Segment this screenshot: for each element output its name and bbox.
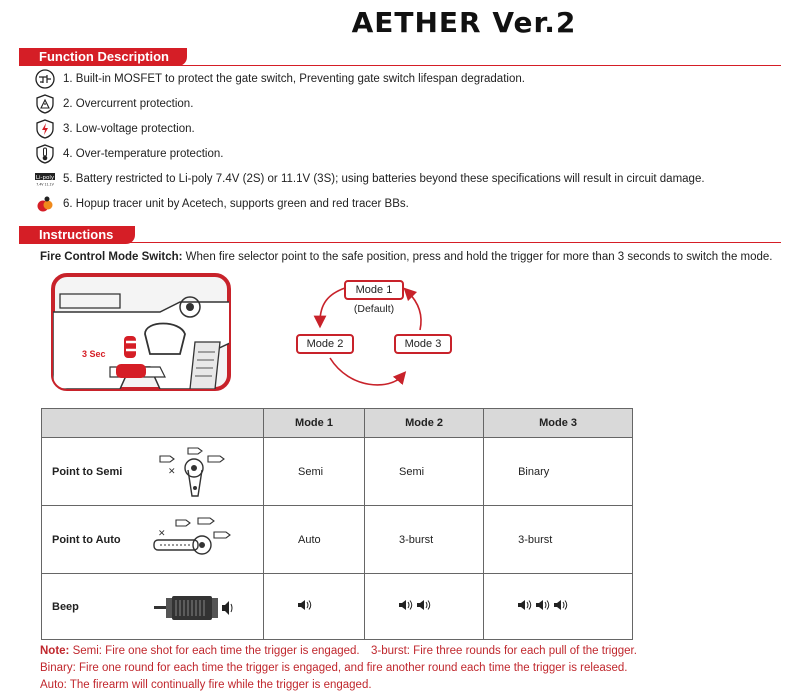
table-cell: Auto xyxy=(264,506,365,574)
feature-text: 3. Low-voltage protection. xyxy=(63,123,195,135)
mode-2-label: Mode 2 xyxy=(306,338,344,350)
table-row xyxy=(42,506,633,574)
feature-item xyxy=(33,192,409,216)
beep-cell-mode-2 xyxy=(365,574,484,640)
row-label: Point to Auto xyxy=(52,533,121,546)
speaker-beep-icon xyxy=(399,599,414,614)
table-row xyxy=(42,574,633,640)
speaker-beep-icon xyxy=(518,599,533,614)
feature-text: 4. Over-temperature protection. xyxy=(63,148,224,160)
low-voltage-icon xyxy=(33,118,57,140)
table-row xyxy=(42,438,633,506)
mode-3-box xyxy=(394,334,452,354)
mode-table xyxy=(41,408,633,640)
row-label-cell xyxy=(42,438,264,506)
fcms-label: Fire Control Mode Switch: xyxy=(40,251,183,263)
mode-2-box xyxy=(296,334,354,354)
hold-duration-label: 3 Sec xyxy=(82,349,106,359)
feature-text: 6. Hopup tracer unit by Acetech, supports green and red tracer BBs. xyxy=(63,198,409,210)
table-header-empty xyxy=(42,409,264,438)
note-semi-line xyxy=(40,645,360,657)
function-description-heading xyxy=(19,48,187,66)
mode-1-label: Mode 1 xyxy=(355,284,393,296)
mode-1-box xyxy=(344,280,404,300)
feature-item xyxy=(33,92,193,116)
svg-text:✕: ✕ xyxy=(158,529,166,539)
feature-item xyxy=(33,167,705,191)
trigger-illustration xyxy=(50,272,232,392)
fire-control-mode-text xyxy=(40,251,773,263)
feature-item xyxy=(33,142,223,166)
table-cell: 3-burst xyxy=(365,506,484,574)
feature-text: 2. Overcurrent protection. xyxy=(63,98,194,110)
instructions-divider xyxy=(19,242,781,243)
beep-cell-mode-1 xyxy=(264,574,365,640)
default-label: (Default) xyxy=(353,303,395,315)
motor-icon xyxy=(154,594,234,625)
speaker-beep-icon xyxy=(417,599,432,614)
row-label: Point to Semi xyxy=(52,465,123,478)
feature-text: 1. Built-in MOSFET to protect the gate switch, Preventing gate switch lifespan degradation. xyxy=(63,73,525,85)
note-auto: Auto: The firearm will continually fire while the trigger is engaged. xyxy=(40,679,372,691)
svg-text:7.4V 11.1V: 7.4V 11.1V xyxy=(36,182,54,187)
table-cell: Semi xyxy=(264,438,365,506)
mode-3-label: Mode 3 xyxy=(404,338,442,350)
note-semi: Semi: Fire one shot for each time the trigger is engaged. xyxy=(69,645,360,657)
svg-text:✕: ✕ xyxy=(168,467,176,477)
svg-text:Li-poly: Li-poly xyxy=(35,175,55,181)
row-label: Beep xyxy=(52,600,79,613)
function-description-heading-text: Function Description xyxy=(39,49,169,64)
note-binary: Binary: Fire one round for each time the trigger is engaged, and fire another round each time the trigger is released. xyxy=(40,662,628,674)
speaker-beep-icon xyxy=(298,599,313,614)
feature-text: 5. Battery restricted to Li-poly 7.4V (2S) or 11.1V (3S); using batteries beyond these specifications will result in circuit damage. xyxy=(63,173,705,185)
page-title: AETHER Ver.2 xyxy=(351,6,577,39)
table-header-mode-2: Mode 2 xyxy=(365,409,484,438)
note-burst: 3-burst: Fire three rounds for each pull of the trigger. xyxy=(371,645,637,657)
tracer-bb-icon xyxy=(33,193,57,215)
note-label: Note: xyxy=(40,645,70,657)
feature-item xyxy=(33,117,195,141)
feature-item xyxy=(33,67,525,91)
overcurrent-icon xyxy=(33,93,57,115)
row-label-cell xyxy=(42,574,264,640)
beep-cell-mode-3 xyxy=(484,574,633,640)
table-cell: Semi xyxy=(365,438,484,506)
instructions-heading-text: Instructions xyxy=(39,227,114,242)
selector-semi-icon xyxy=(154,444,234,503)
thermometer-icon xyxy=(33,143,57,165)
selector-auto-icon xyxy=(148,516,238,569)
table-header-mode-3: Mode 3 xyxy=(484,409,633,438)
table-cell: 3-burst xyxy=(484,506,633,574)
table-cell: Binary xyxy=(484,438,633,506)
lipoly-battery-icon xyxy=(33,168,57,190)
row-label-cell xyxy=(42,506,264,574)
table-header-row xyxy=(42,409,633,438)
function-divider xyxy=(19,65,781,66)
speaker-beep-icon xyxy=(554,599,569,614)
speaker-beep-icon xyxy=(536,599,551,614)
mosfet-icon xyxy=(33,68,57,90)
mode-cycle-diagram xyxy=(290,272,465,404)
fcms-description: When fire selector point to the safe position, press and hold the trigger for more than 3 seconds to switch the mode. xyxy=(182,251,773,263)
table-header-mode-1: Mode 1 xyxy=(264,409,365,438)
